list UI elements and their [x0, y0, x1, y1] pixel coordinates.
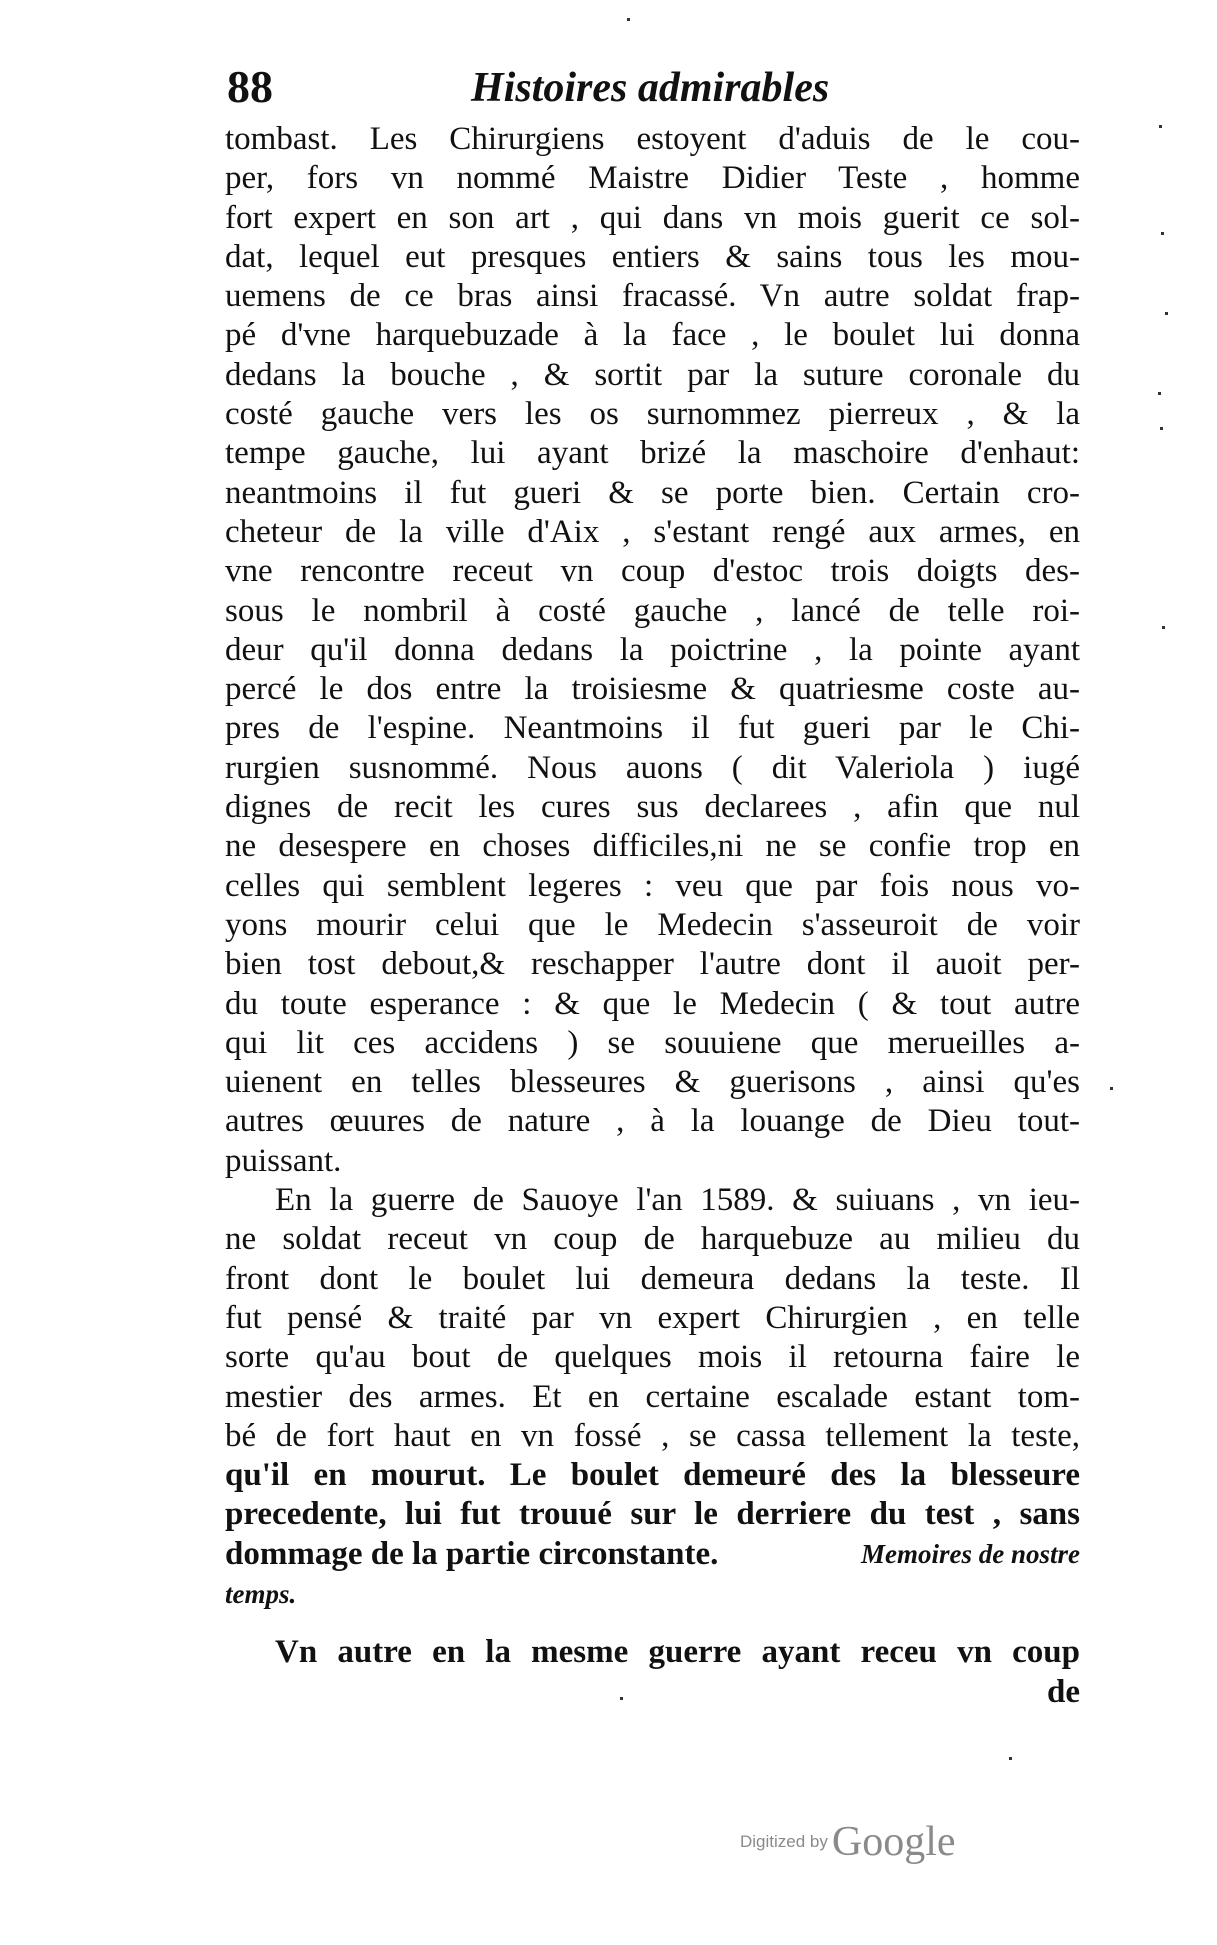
digitized-label: Digitized by: [740, 1832, 828, 1851]
text-line: cheteur de la ville d'Aix , s'estant rengé aux armes, en: [225, 513, 1080, 550]
text-line: front dont le boulet lui demeura dedans la teste. Il: [225, 1260, 1080, 1297]
text-line: bien tost debout,& reschapper l'autre dont il auoit per-: [225, 946, 1080, 983]
text-line: qu'il en mourut. Le boulet demeuré des la blesseure: [225, 1457, 1080, 1494]
text-line: puissant.: [225, 1142, 342, 1179]
paragraph-2: [225, 1181, 1080, 1613]
text-line: dignes de recit les cures sus declarees , afin que nul: [225, 789, 1080, 826]
catchword: de: [1047, 1673, 1080, 1710]
digitized-by-google-watermark: [740, 1818, 956, 1866]
print-speck: [1110, 1087, 1113, 1090]
margin-citation-end: temps.: [225, 1578, 297, 1609]
print-speck: [1009, 1757, 1012, 1760]
text-line: tombast. Les Chirurgiens estoyent d'aduis de le cou-: [225, 121, 1080, 157]
text-line: ne soldat receut vn coup de harquebuze au milieu du: [225, 1221, 1080, 1258]
text-line: yons mourir celui que le Medecin s'asseuroit de voir: [225, 906, 1080, 943]
print-speck: [1160, 427, 1163, 430]
print-speck: [1161, 232, 1164, 235]
text-line: du toute esperance : & que le Medecin ( & tout autre: [225, 985, 1080, 1022]
print-speck: [1165, 312, 1168, 315]
text-line: precedente, lui fut trouué sur le derriere du test , sans: [225, 1496, 1080, 1533]
text-line: autres œuures de nature , à la louange de Dieu tout-: [225, 1103, 1080, 1140]
print-speck: [620, 1697, 623, 1700]
text-line: tempe gauche, lui ayant brizé la maschoire d'enhaut:: [225, 435, 1080, 472]
text-line: pres de l'espine. Neantmoins il fut gueri par le Chi-: [225, 710, 1080, 747]
page-body: [225, 120, 1080, 1712]
page-number: 88: [227, 61, 273, 112]
text-line: celles qui semblent legeres : veu que par fois nous vo-: [225, 867, 1080, 904]
text-line: ne desespere en choses difficiles,ni ne se confie trop en: [225, 828, 1080, 865]
text-line: En la guerre de Sauoye l'an 1589. & suiuans , vn ieu-: [275, 1182, 1080, 1219]
text-line: bé de fort haut en vn fossé , se cassa tellement la teste,: [225, 1417, 1080, 1454]
paragraph-gap: [225, 1613, 1080, 1633]
paragraph-3: [225, 1633, 1080, 1712]
text-line: dedans la bouche , & sortit par la suture coronale du: [225, 356, 1080, 393]
text-line: dat, lequel eut presques entiers & sains tous les mou-: [225, 238, 1080, 275]
text-line: uemens de ce bras ainsi fracassé. Vn autre soldat frap-: [225, 278, 1080, 315]
text-line: uienent en telles blesseures & guerisons , ainsi qu'es: [225, 1064, 1080, 1101]
print-speck: [627, 18, 630, 21]
text-line: fut pensé & traité par vn expert Chirurgien , en telle: [225, 1299, 1080, 1336]
text-line: deur qu'il donna dedans la poictrine , la pointe ayant: [225, 631, 1080, 668]
text-line: rurgien susnommé. Nous auons ( dit Valeriola ) iugé: [225, 749, 1080, 786]
text-line: neantmoins il fut gueri & se porte bien. Certain cro-: [225, 474, 1080, 511]
text-line-with-citation: [225, 1535, 1080, 1574]
running-head: Histoires admirables: [471, 65, 830, 111]
text-line: per, fors vn nommé Maistre Didier Teste , homme: [225, 160, 1080, 197]
print-speck: [1162, 626, 1165, 629]
text-line: percé le dos entre la troisiesme & quatriesme coste au-: [225, 671, 1080, 708]
print-speck: [1158, 392, 1161, 395]
text-line: qui lit ces accidens ) se souuiene que merueilles a-: [225, 1024, 1080, 1061]
text-line: vne rencontre receut vn coup d'estoc trois doigts des-: [225, 553, 1080, 590]
text-line: dommage de la partie circonstante.: [225, 1535, 719, 1572]
text-line: costé gauche vers les os surnommez pierreux , & la: [225, 396, 1080, 433]
margin-citation: Memoires de nostre: [861, 1538, 1080, 1569]
text-line: sorte qu'au bout de quelques mois il retourna faire le: [225, 1339, 1080, 1376]
text-line: Vn autre en la mesme guerre ayant receu vn coup: [275, 1634, 1080, 1671]
text-line: mestier des armes. Et en certaine escalade estant tom-: [225, 1378, 1080, 1415]
text-line: sous le nombril à costé gauche , lancé de telle roi-: [225, 592, 1080, 629]
google-logo: Google: [831, 1819, 956, 1865]
text-line: pé d'vne harquebuzade à la face , le boulet lui donna: [225, 317, 1080, 354]
citation-line: [225, 1574, 1080, 1613]
print-speck: [1159, 125, 1162, 128]
text-line: fort expert en son art , qui dans vn mois guerit ce sol-: [225, 199, 1080, 236]
paragraph-1: [225, 120, 1080, 1181]
